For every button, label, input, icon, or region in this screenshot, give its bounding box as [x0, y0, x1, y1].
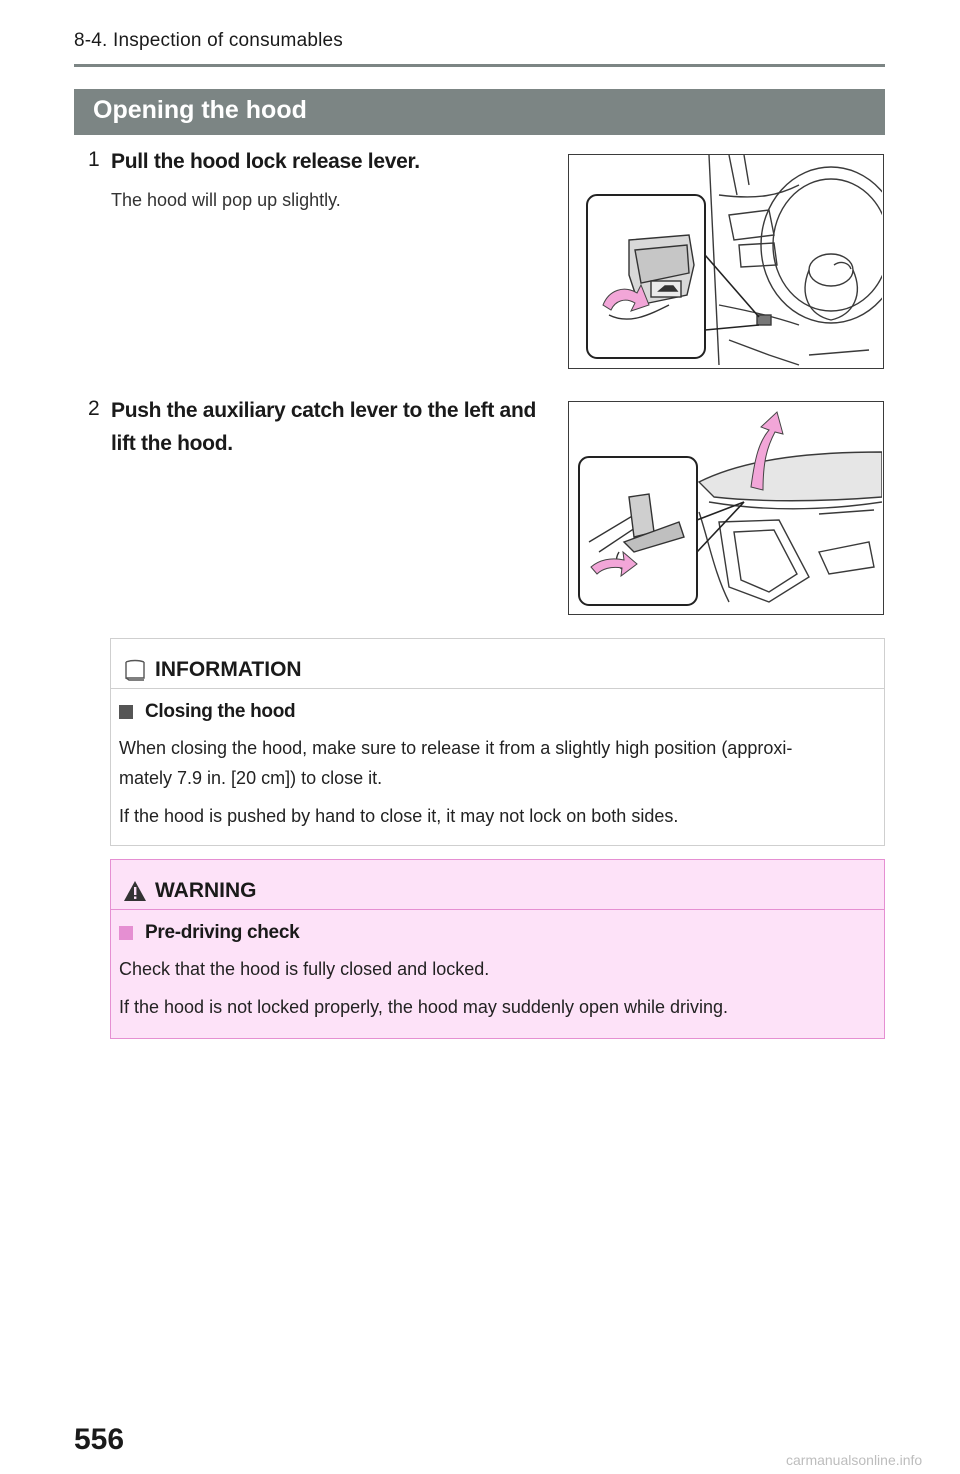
warning-paragraph-1: Check that the hood is fully closed and locked.	[119, 959, 490, 979]
section-title: Opening the hood	[74, 89, 885, 135]
step-2-title-line2: lift the hood.	[111, 432, 233, 455]
information-paragraph-2: If the hood is pushed by hand to close it, it may not lock on both sides.	[119, 806, 679, 826]
step-1-number: 1	[88, 148, 100, 171]
square-bullet-icon	[119, 926, 133, 940]
step-2-title-line1: Push the auxiliary catch lever to the left and	[111, 399, 536, 422]
warning-subheading-row	[119, 922, 876, 944]
warning-paragraph-2: If the hood is not locked properly, the hood may suddenly open while driving.	[119, 997, 729, 1017]
warning-heading: WARNING	[155, 879, 257, 902]
warning-subheading: Pre-driving check	[145, 922, 300, 943]
hood-release-illustration	[569, 155, 882, 367]
figure-hood-release-lever	[568, 154, 884, 369]
watermark: carmanualsonline.info	[786, 1452, 923, 1468]
information-box	[110, 638, 885, 846]
square-bullet-icon	[119, 705, 133, 719]
information-paragraph-1-line-1: When closing the hood, make sure to release it from a slightly high position (approxi-	[119, 738, 793, 758]
warning-triangle-icon	[123, 880, 147, 902]
warning-box	[110, 859, 885, 1039]
information-subheading: Closing the hood	[145, 701, 296, 722]
information-header	[111, 639, 884, 689]
header-rule	[74, 64, 885, 67]
information-paragraph-1-line-2: mately 7.9 in. [20 cm]) to close it.	[119, 768, 383, 788]
chapter-header: 8-4. Inspection of consumables	[74, 30, 343, 51]
warning-header	[111, 860, 884, 910]
information-paragraph-1	[119, 733, 876, 793]
step-2-number: 2	[88, 397, 100, 420]
figure-auxiliary-catch-lever	[568, 401, 884, 615]
information-subheading-row	[119, 701, 876, 723]
step-1-note: The hood will pop up slightly.	[111, 190, 341, 210]
information-heading: INFORMATION	[155, 658, 302, 681]
page-number: 556	[74, 1423, 125, 1456]
step-1-title: Pull the hood lock release lever.	[111, 150, 420, 173]
auxiliary-catch-illustration	[569, 402, 882, 613]
book-icon	[123, 659, 147, 681]
